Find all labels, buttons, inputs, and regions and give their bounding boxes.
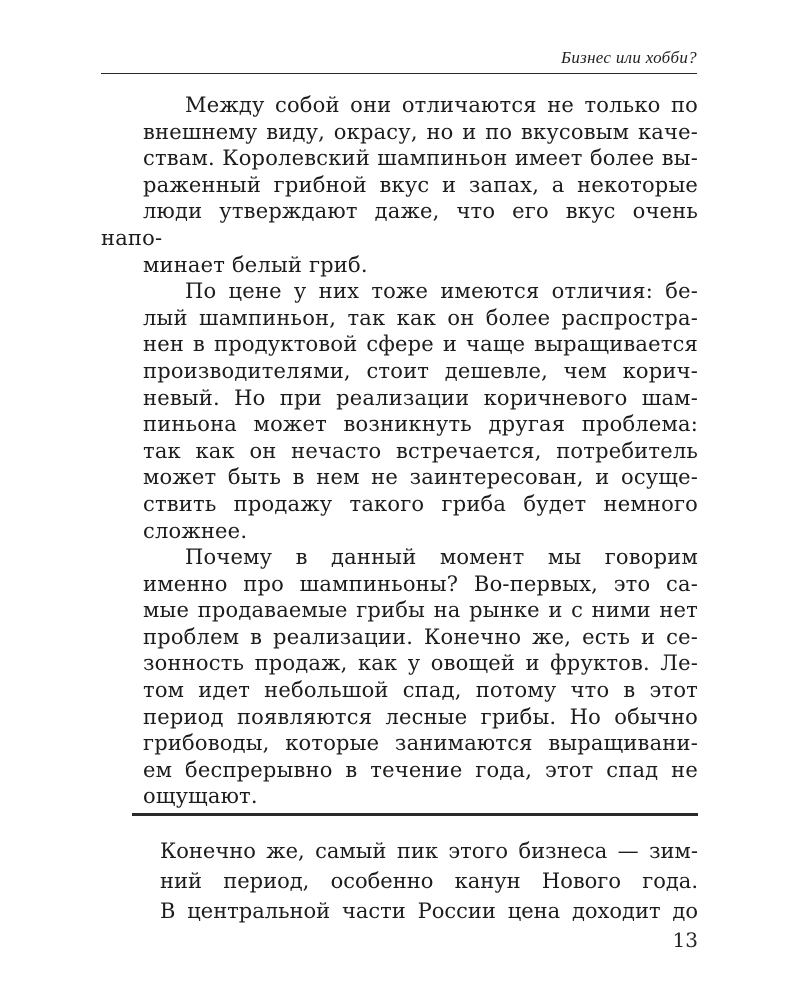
page-number: 13 bbox=[672, 928, 698, 952]
text-line: В центральной части России цена доходит до bbox=[160, 899, 698, 923]
text-line: именно про шампиньоны? Во-первых, это са- bbox=[143, 571, 698, 596]
text-line: производителями, стоит дешевле, чем корич- bbox=[143, 358, 698, 383]
text-line: нен в продуктовой сфере и чаще выращивается bbox=[143, 332, 698, 357]
text-line: По цене у них тоже имеются отличия: бе- bbox=[185, 279, 698, 304]
paragraph bbox=[101, 278, 698, 544]
text-line: мые продаваемые грибы на рынке и с ними нет bbox=[143, 598, 698, 623]
text-line: ний период, особенно канун Нового года. bbox=[160, 869, 698, 893]
text-line: проблем в реализации. Конечно же, есть и се- bbox=[143, 624, 698, 649]
text-line: том идет небольшой спад, потому что в этот bbox=[143, 678, 698, 703]
text-line: ем беспрерывно в течение года, этот спад не bbox=[143, 757, 698, 782]
text-line: ощущают. bbox=[143, 784, 258, 809]
text-line: люди утверждают даже, что его вкус очень напо- bbox=[101, 199, 698, 250]
paragraph bbox=[101, 92, 698, 278]
text-line: Между собой они отличаются не только по bbox=[185, 93, 698, 117]
header-divider bbox=[101, 73, 697, 74]
text-line: Конечно же, самый пик этого бизнеса — зим- bbox=[160, 839, 698, 863]
text-line: ствам. Королевский шампиньон имеет более вы- bbox=[143, 146, 698, 171]
text-line: раженный грибной вкус и запах, а некоторые bbox=[143, 172, 698, 197]
text-line: грибоводы, которые занимаются выращивани- bbox=[143, 731, 698, 756]
running-head: Бизнес или хобби? bbox=[561, 48, 697, 67]
text-line: ствить продажу такого гриба будет немного bbox=[143, 491, 698, 516]
paragraph bbox=[101, 544, 698, 810]
text-line: зонность продаж, как у овощей и фруктов. Ле- bbox=[143, 651, 698, 676]
text-line: лый шампиньон, так как он более распростра- bbox=[143, 305, 698, 330]
text-line: Почему в данный момент мы говорим bbox=[185, 545, 698, 570]
boxed-note bbox=[160, 836, 698, 926]
text-line: может быть в нем не заинтересован, и осуще- bbox=[143, 465, 698, 490]
text-line: пиньона может возникнуть другая проблема: bbox=[143, 412, 698, 437]
text-line: внешнему виду, окрасу, но и по вкусовым каче- bbox=[143, 119, 698, 144]
main-text bbox=[101, 92, 698, 810]
text-line: минает белый гриб. bbox=[143, 252, 368, 277]
text-line: период появляются лесные грибы. Но обычно bbox=[143, 704, 698, 729]
text-line: сложнее. bbox=[143, 518, 248, 543]
text-line: так как он нечасто встречается, потребитель bbox=[143, 438, 698, 463]
text-line: невый. Но при реализации коричневого шам- bbox=[143, 385, 698, 410]
box-divider bbox=[132, 813, 698, 816]
